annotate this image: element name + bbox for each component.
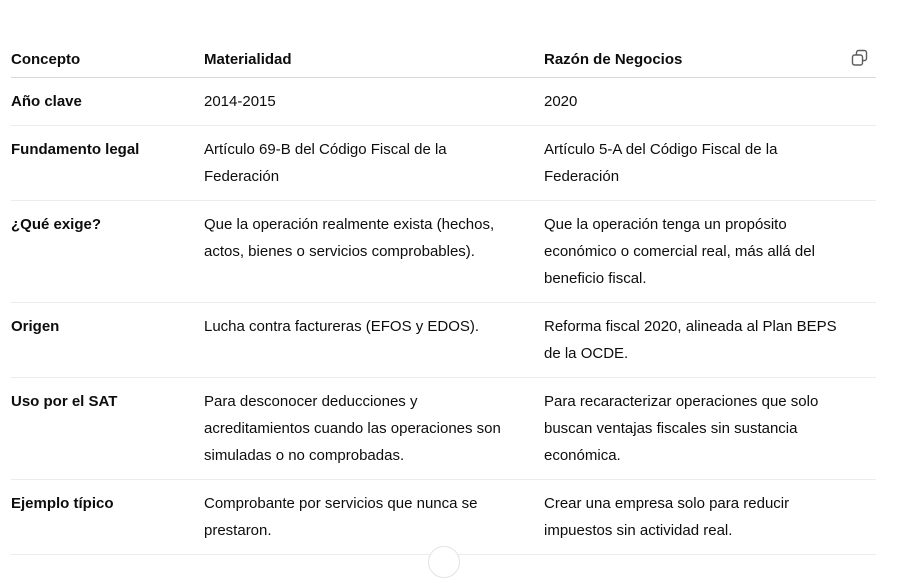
row-materialidad: Comprobante por servicios que nunca se prestaron. <box>204 480 544 555</box>
row-materialidad: Lucha contra factureras (EFOS y EDOS). <box>204 303 544 378</box>
row-razon: Crear una empresa solo para reducir impuestos sin actividad real. <box>544 480 876 555</box>
table-row <box>11 378 876 480</box>
table-row <box>11 303 876 378</box>
header-razon-de-negocios: Razón de Negocios <box>544 42 876 78</box>
row-razon: 2020 <box>544 78 876 126</box>
row-concept: Origen <box>11 303 204 378</box>
table-row <box>11 480 876 555</box>
row-razon: Artículo 5-A del Código Fiscal de la Federación <box>544 126 876 201</box>
row-concept: ¿Qué exige? <box>11 201 204 303</box>
header-materialidad: Materialidad <box>204 42 544 78</box>
row-razon: Para recaracterizar operaciones que solo buscan ventajas fiscales sin sustancia económica. <box>544 378 876 480</box>
copy-icon <box>850 55 870 72</box>
comparison-table <box>11 42 876 555</box>
scroll-down-button[interactable] <box>428 546 460 578</box>
table-row <box>11 126 876 201</box>
row-concept: Ejemplo típico <box>11 480 204 555</box>
row-concept: Fundamento legal <box>11 126 204 201</box>
row-materialidad: Para desconocer deducciones y acreditamientos cuando las operaciones son simuladas o no comprobadas. <box>204 378 544 480</box>
row-concept: Uso por el SAT <box>11 378 204 480</box>
copy-table-button[interactable] <box>850 48 870 68</box>
row-razon: Que la operación tenga un propósito económico o comercial real, más allá del beneficio fiscal. <box>544 201 876 303</box>
row-materialidad: Artículo 69-B del Código Fiscal de la Federación <box>204 126 544 201</box>
row-materialidad: 2014-2015 <box>204 78 544 126</box>
comparison-table-container <box>11 42 876 555</box>
row-concept: Año clave <box>11 78 204 126</box>
header-concepto: Concepto <box>11 42 204 78</box>
table-header-row <box>11 42 876 78</box>
table-row <box>11 201 876 303</box>
row-materialidad: Que la operación realmente exista (hechos, actos, bienes o servicios comprobables). <box>204 201 544 303</box>
row-razon: Reforma fiscal 2020, alineada al Plan BEPS de la OCDE. <box>544 303 876 378</box>
table-row <box>11 78 876 126</box>
